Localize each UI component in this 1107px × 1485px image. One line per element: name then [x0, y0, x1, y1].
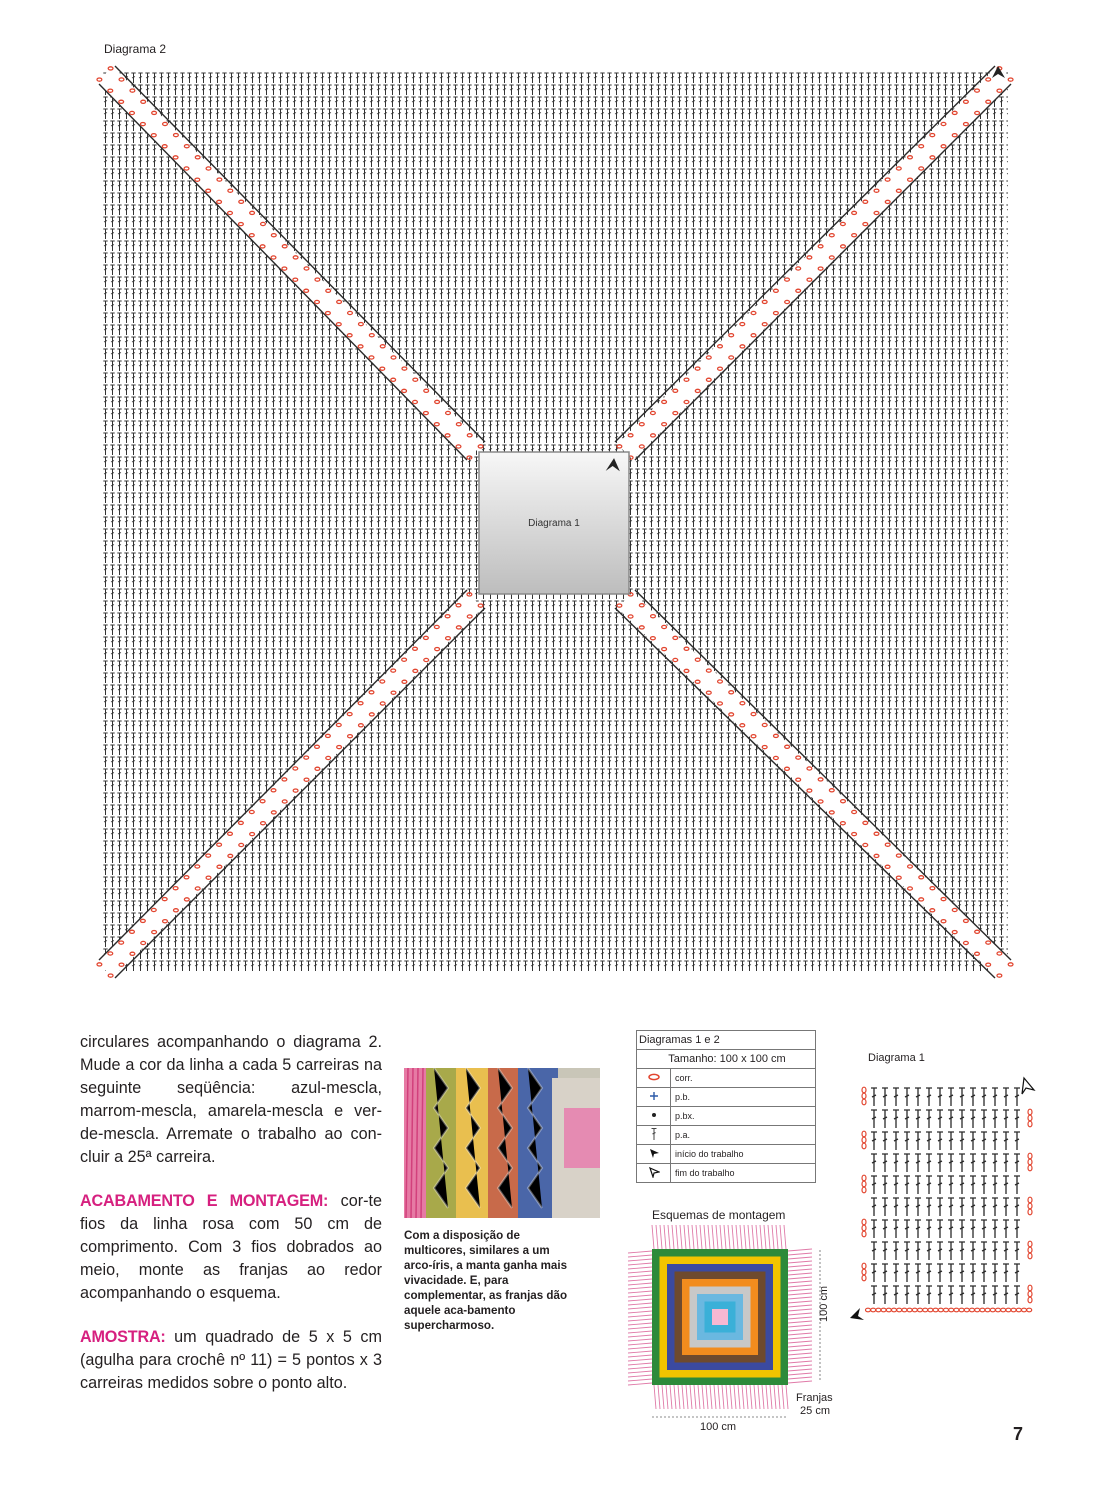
height-label: 100 cm — [818, 1285, 830, 1322]
legend-label: início do trabalho — [671, 1145, 816, 1164]
center-label: Diagrama 1 — [528, 518, 580, 529]
diagram-1-stitches — [862, 1087, 1032, 1312]
finishing-heading: ACABAMENTO E MONTAGEM: — [80, 1192, 329, 1210]
fringe-label-line1: Franjas — [796, 1392, 833, 1404]
assembly-title: Esquemas de montagem — [652, 1208, 786, 1222]
sample-heading: AMOSTRA: — [80, 1328, 166, 1346]
instructions-text — [80, 1031, 382, 1416]
page-number: 7 — [1013, 1424, 1024, 1444]
photo-caption: Com a disposição de multicores, similares a um arco-íris, a manta ganha mais vivacidade. E, para complementar, as franjas dão aquele aca-bamento supercharmoso. — [404, 1229, 568, 1332]
legend-row — [637, 1088, 816, 1107]
legend-title: Diagramas 1 e 2 — [637, 1031, 816, 1050]
start-arrow-icon — [850, 1308, 864, 1320]
color-rings — [652, 1249, 788, 1385]
legend-label: p.b. — [671, 1088, 816, 1107]
diagram-1-title: Diagrama 1 — [868, 1052, 925, 1064]
sample-paragraph — [80, 1326, 382, 1395]
instructions-paragraph: circulares acompanhando o diagrama 2. Mude a cor da linha a cada 5 carreiras na seguinte seqüência: azul-mescla, marrom-mescla, amarela-mescla e ver-de-mescla. Arremate o trabalho ao con-cluir a 25ª carreira. — [80, 1033, 382, 1166]
finishing-paragraph — [80, 1190, 382, 1305]
fringe-label-line2: 25 cm — [800, 1405, 830, 1417]
finishing-text: cor-te fios da linha rosa com 50 cm de comprimento. Com 3 fios dobrados ao meio, monte as franjas ao redor acompanhando o esquema. — [80, 1192, 383, 1302]
end-arrow-icon — [1022, 1078, 1034, 1094]
start-arrow-icon — [648, 1147, 660, 1159]
legend-row — [637, 1069, 816, 1088]
width-label: 100 cm — [700, 1421, 737, 1433]
blanket-photo — [404, 1068, 600, 1218]
legend-row — [637, 1164, 816, 1183]
chain-icon — [648, 1073, 660, 1081]
dot-icon — [650, 1111, 658, 1119]
legend-row — [637, 1126, 816, 1145]
end-arrow-icon — [648, 1166, 660, 1178]
legend-label: corr. — [671, 1069, 816, 1088]
diagram-2-title: Diagrama 2 — [104, 42, 167, 56]
legend-table — [636, 1030, 816, 1183]
legend-row — [637, 1107, 816, 1126]
crochet-diagram-1 — [848, 1072, 1048, 1332]
legend-size: Tamanho: 100 x 100 cm — [637, 1050, 816, 1069]
fringe-label — [796, 1392, 833, 1418]
double-crochet-icon — [650, 1127, 658, 1141]
legend-row — [637, 1145, 816, 1164]
sample-text: um quadrado de 5 x 5 cm (agulha para crochê nº 11) = 5 pontos x 3 carreiras medidos sobre o ponto alto. — [80, 1328, 382, 1392]
legend-label: fim do trabalho — [671, 1164, 816, 1183]
legend-label: p.bx. — [671, 1107, 816, 1126]
crochet-diagram-2 — [95, 60, 1015, 980]
legend-label: p.a. — [671, 1126, 816, 1145]
plus-icon — [649, 1091, 659, 1101]
